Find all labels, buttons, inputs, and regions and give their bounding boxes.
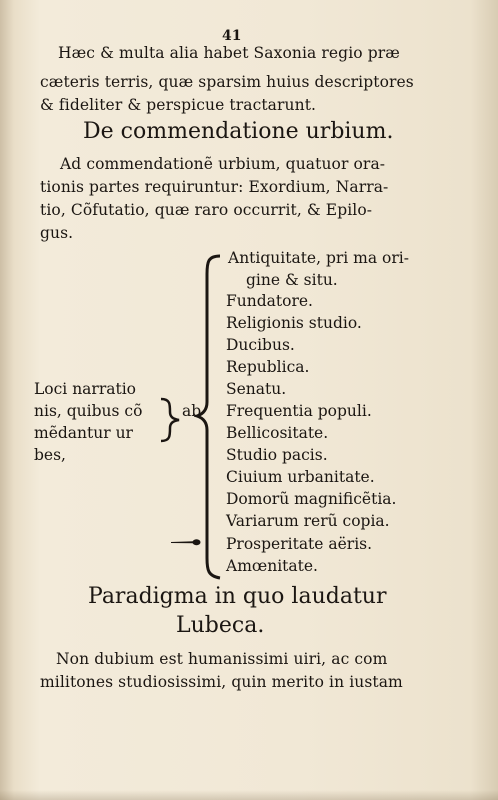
loci-line-3: mẽdantur ur: [34, 424, 133, 442]
loci-line-4: bes,: [34, 446, 66, 464]
loci-item: Variarum rerũ copia.: [226, 512, 390, 530]
loci-item: Bellicositate.: [226, 424, 329, 442]
paragraph-line-2: tionis partes requiruntur: Exordium, Narra-: [40, 178, 389, 196]
final-line-2: militones studiosissimi, quin merito in iustam: [40, 673, 403, 691]
loci-item: Ducibus.: [226, 336, 295, 354]
intro-line-1: Hæc & multa alia habet Saxonia regio præ: [58, 44, 400, 62]
loci-item: Domorũ magnificẽtia.: [226, 490, 397, 508]
paragraph-line-4: gus.: [40, 224, 74, 242]
loci-item: gine & situ.: [246, 271, 338, 289]
ab-label: ab: [182, 402, 202, 420]
loci-item: Studio pacis.: [226, 446, 328, 464]
manicule-mark: [170, 536, 202, 548]
loci-line-2: nis, quibus cõ: [34, 402, 143, 420]
page-number: 41: [222, 28, 242, 44]
loci-item: Religionis studio.: [226, 314, 362, 332]
loci-item: Frequentia populi.: [226, 402, 372, 420]
loci-item: Fundatore.: [226, 292, 313, 310]
heading-lubeca: Lubeca.: [176, 613, 265, 638]
intro-line-2: cæteris terris, quæ sparsim huius descriptores: [40, 73, 414, 91]
loci-item: Republica.: [226, 358, 310, 376]
loci-item: Ciuium urbanitate.: [226, 468, 375, 486]
final-line-1: Non dubium est humanissimi uiri, ac com: [56, 650, 388, 668]
paragraph-line-3: tio, Cõfutatio, quæ raro occurrit, & Epilo-: [40, 201, 373, 219]
paragraph-line-1: Ad commendationẽ urbium, quatuor ora-: [60, 155, 386, 173]
loci-item: Prosperitate aëris.: [226, 535, 373, 553]
loci-item: Antiquitate, pri ma ori-: [228, 249, 409, 267]
intro-line-3: & fideliter & perspicue tractarunt.: [40, 96, 317, 114]
loci-item: Amœnitate.: [226, 557, 318, 575]
loci-line-1: Loci narratio: [34, 380, 136, 398]
small-brace: [158, 396, 182, 444]
heading-de-commendatione: De commendatione urbium.: [83, 119, 394, 144]
heading-paradigma: Paradigma in quo laudatur: [88, 584, 387, 609]
loci-item: Senatu.: [226, 380, 287, 398]
